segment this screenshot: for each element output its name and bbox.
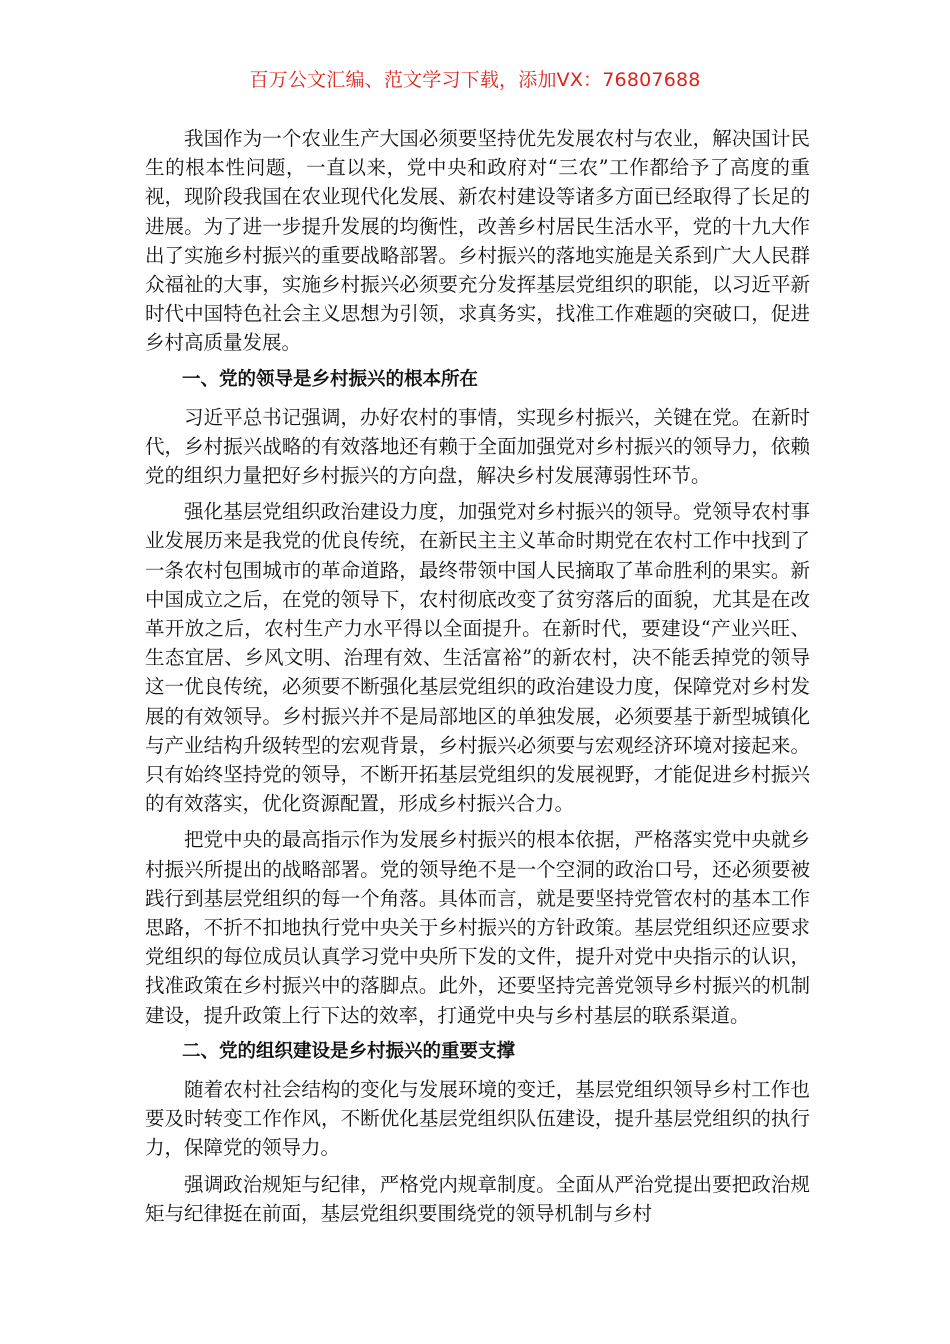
body-paragraph: 把党中央的最高指示作为发展乡村振兴的根本依据，严格落实党中央就乡村振兴所提出的战略部署。党的领导绝不是一个空洞的政治口号，还必须要被践行到基层党组织的每一个角落。具体而言，就是要坚持党管农村的基本工作思路，不折不扣地执行党中央关于乡村振兴的方针政策。基层党组织还应要求党组织的每位成员认真学习党中央所下发的文件，提升对党中央指示的认识，找准政策在乡村振兴中的落脚点。此外，还要坚持完善党领导乡村振兴的机制建设，提升政策上行下达的效率，打通党中央与乡村基层的联系渠道。 <box>145 828 810 1027</box>
body-paragraph: 习近平总书记强调，办好农村的事情，实现乡村振兴，关键在党。在新时代，乡村振兴战略的有效落地还有赖于全面加强党对乡村振兴的领导力，依赖党的组织力量把好乡村振兴的方向盘，解决乡村发展薄弱性环节。 <box>145 405 810 488</box>
document-body <box>145 124 810 1235</box>
section-heading-1: 一、党的领导是乡村振兴的根本所在 <box>182 368 479 390</box>
watermark-header: 百万公文汇编、范文学习下载，添加VX：76807688 <box>249 69 701 91</box>
intro-paragraph: 我国作为一个农业生产大国必须要坚持优先发展农村与农业，解决国计民生的根本性问题，一直以来，党中央和政府对“三农”工作都给予了高度的重视，现阶段我国在农业现代化发展、新农村建设等诸多方面已经取得了长足的进展。为了进一步提升发展的均衡性，改善乡村居民生活水平，党的十九大作出了实施乡村振兴的重要战略部署。乡村振兴的落地实施是关系到广大人民群众福祉的大事，实施乡村振兴必须要充分发挥基层党组织的职能，以习近平新时代中国特色社会主义思想为引领，求真务实，找准工作难题的突破口，促进乡村高质量发展。 <box>145 127 810 355</box>
body-paragraph: 强调政治规矩与纪律，严格党内规章制度。全面从严治党提出要把政治规矩与纪律挺在前面，基层党组织要围绕党的领导机制与乡村 <box>145 1172 810 1225</box>
body-paragraph: 随着农村社会结构的变化与发展环境的变迁，基层党组织领导乡村工作也要及时转变工作作风，不断优化基层党组织队伍建设，提升基层党组织的执行力，保障党的领导力。 <box>145 1077 810 1160</box>
section-heading-2: 二、党的组织建设是乡村振兴的重要支撑 <box>182 1040 516 1062</box>
body-paragraph: 强化基层党组织政治建设力度，加强党对乡村振兴的领导。党领导农村事业发展历来是我党的优良传统，在新民主主义革命时期党在农村工作中找到了一条农村包围城市的革命道路，最终带领中国人民摘取了革命胜利的果实。新中国成立之后，在党的领导下，农村彻底改变了贫穷落后的面貌，尤其是在改革开放之后，农村生产力水平得以全面提升。在新时代，要建设“产业兴旺、生态宜居、乡风文明、治理有效、生活富裕”的新农村，决不能丢掉党的领导这一优良传统，必须要不断强化基层党组织的政治建设力度，保障党对乡村发展的有效领导。乡村振兴并不是局部地区的单独发展，必须要基于新型城镇化与产业结构升级转型的宏观背景，乡村振兴必须要与宏观经济环境对接起来。只有始终坚持党的领导，不断开拓基层党组织的发展视野，才能促进乡村振兴的有效落实，优化资源配置，形成乡村振兴合力。 <box>145 500 810 816</box>
